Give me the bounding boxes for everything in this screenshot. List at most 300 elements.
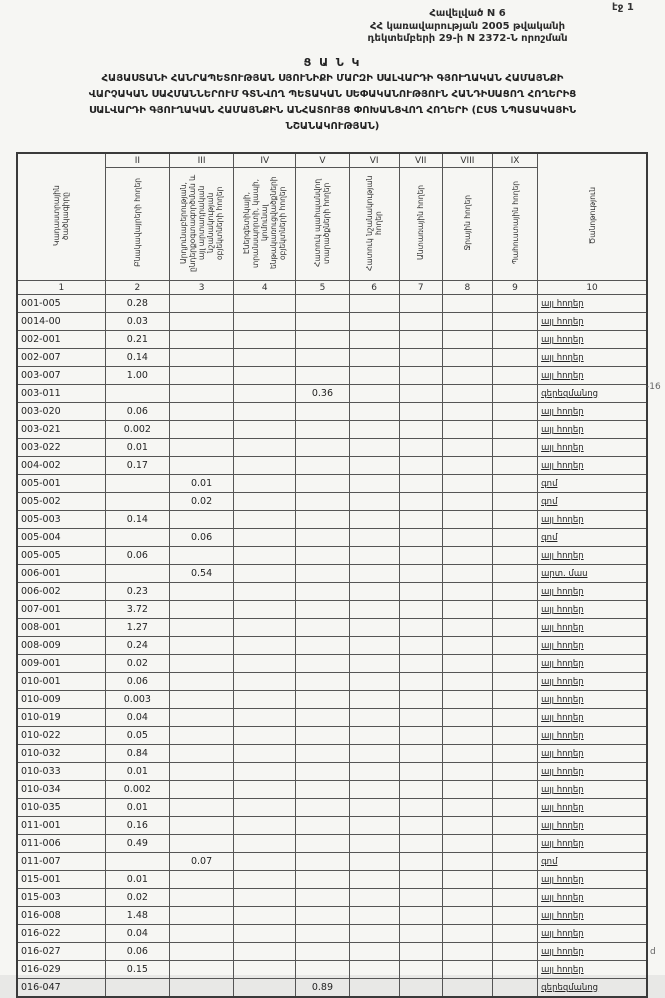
cadastral-code-cell: 001-005 xyxy=(17,295,105,313)
area-value-cell xyxy=(442,475,492,493)
note-text: այլ հողեր xyxy=(541,514,584,525)
note-text: այլ հողեր xyxy=(541,316,584,327)
area-value-cell xyxy=(492,871,537,889)
area-value-cell xyxy=(234,403,296,421)
area-value-cell xyxy=(399,511,442,529)
area-value-cell xyxy=(105,853,169,871)
cadastral-code-cell: 004-002 xyxy=(17,457,105,475)
area-value-cell xyxy=(234,529,296,547)
cadastral-code-cell: 016-029 xyxy=(17,961,105,979)
area-value-cell xyxy=(349,727,399,745)
cadastral-code-cell: 006-001 xyxy=(17,565,105,583)
area-value-cell xyxy=(492,799,537,817)
area-value-cell xyxy=(169,601,233,619)
area-value-cell xyxy=(169,421,233,439)
area-value-cell: 0.28 xyxy=(105,295,169,313)
area-value-cell xyxy=(169,313,233,331)
note-text: այլ հողեր xyxy=(541,658,584,669)
note-cell xyxy=(538,619,647,637)
area-value-cell xyxy=(169,619,233,637)
area-value-cell xyxy=(442,529,492,547)
area-value-cell xyxy=(234,619,296,637)
note-text: այլ հողեր xyxy=(541,586,584,597)
area-value-cell xyxy=(442,691,492,709)
cadastral-code-cell: 005-003 xyxy=(17,511,105,529)
note-text: այլ հողեր xyxy=(541,802,584,813)
area-value-cell xyxy=(234,781,296,799)
table-row xyxy=(17,565,647,583)
table-row xyxy=(17,385,647,403)
area-value-cell xyxy=(492,313,537,331)
header-energy-transport-lands xyxy=(234,168,296,281)
area-value-cell xyxy=(492,493,537,511)
document-title: Ց Ա Ն Կ xyxy=(303,56,362,69)
area-value-cell xyxy=(442,907,492,925)
area-value-cell xyxy=(349,601,399,619)
cadastral-code-cell: 003-021 xyxy=(17,421,105,439)
note-text: այլ հողեր xyxy=(541,622,584,633)
area-value-cell xyxy=(234,709,296,727)
area-value-cell xyxy=(169,799,233,817)
area-value-cell xyxy=(349,565,399,583)
area-value-cell xyxy=(442,421,492,439)
cadastral-code-cell: 016-027 xyxy=(17,943,105,961)
table-row xyxy=(17,511,647,529)
table-row xyxy=(17,295,647,313)
area-value-cell xyxy=(169,457,233,475)
header-label: Բնակավայրերի հողեր xyxy=(132,178,142,267)
area-value-cell xyxy=(105,493,169,511)
column-number: 4 xyxy=(234,281,296,295)
header-cadastral-code-label: Կադաստրային ծածկագիրը xyxy=(52,185,71,246)
appendix-reference-block xyxy=(340,8,595,46)
note-cell xyxy=(538,349,647,367)
table-row xyxy=(17,367,647,385)
area-value-cell xyxy=(442,853,492,871)
area-value-cell xyxy=(169,781,233,799)
area-value-cell xyxy=(442,349,492,367)
area-value-cell: 0.04 xyxy=(105,709,169,727)
area-value-cell xyxy=(442,943,492,961)
area-value-cell xyxy=(296,331,349,349)
note-text: այլ հողեր xyxy=(541,406,584,417)
area-value-cell xyxy=(349,349,399,367)
area-value-cell xyxy=(492,457,537,475)
area-value-cell: 0.89 xyxy=(296,979,349,998)
cadastral-code-cell: 010-019 xyxy=(17,709,105,727)
area-value-cell: 1.48 xyxy=(105,907,169,925)
area-value-cell xyxy=(442,295,492,313)
table-row xyxy=(17,547,647,565)
area-value-cell xyxy=(442,673,492,691)
area-value-cell xyxy=(442,385,492,403)
area-value-cell xyxy=(492,709,537,727)
area-value-cell: 0.002 xyxy=(105,781,169,799)
note-cell xyxy=(538,889,647,907)
area-value-cell xyxy=(296,403,349,421)
table-row xyxy=(17,619,647,637)
column-number: 7 xyxy=(399,281,442,295)
area-value-cell xyxy=(169,907,233,925)
area-value-cell xyxy=(442,709,492,727)
area-value-cell: 0.06 xyxy=(105,403,169,421)
area-value-cell xyxy=(399,907,442,925)
table-row xyxy=(17,583,647,601)
area-value-cell: 0.07 xyxy=(169,853,233,871)
area-value-cell xyxy=(169,367,233,385)
roman-numeral: VIII xyxy=(442,153,492,168)
area-value-cell xyxy=(169,511,233,529)
area-value-cell xyxy=(492,763,537,781)
area-value-cell xyxy=(399,367,442,385)
area-value-cell xyxy=(492,655,537,673)
note-text: գոմ xyxy=(541,478,558,489)
header-forest-lands xyxy=(399,168,442,281)
area-value-cell xyxy=(234,565,296,583)
area-value-cell xyxy=(234,583,296,601)
area-value-cell xyxy=(234,475,296,493)
area-value-cell xyxy=(234,799,296,817)
note-text: այլ հողեր xyxy=(541,460,584,471)
note-cell xyxy=(538,727,647,745)
area-value-cell xyxy=(296,349,349,367)
area-value-cell xyxy=(349,799,399,817)
table-row xyxy=(17,349,647,367)
cadastral-code-cell: 003-011 xyxy=(17,385,105,403)
area-value-cell: 0.21 xyxy=(105,331,169,349)
area-value-cell: 0.02 xyxy=(105,655,169,673)
header-label: Ջրային հողեր xyxy=(462,194,472,251)
area-value-cell xyxy=(399,331,442,349)
area-value-cell xyxy=(234,637,296,655)
area-value-cell xyxy=(169,727,233,745)
area-value-cell xyxy=(349,673,399,691)
area-value-cell xyxy=(296,565,349,583)
note-cell xyxy=(538,385,647,403)
area-value-cell xyxy=(492,979,537,998)
area-value-cell xyxy=(349,313,399,331)
area-value-cell xyxy=(492,817,537,835)
area-value-cell xyxy=(349,655,399,673)
area-value-cell xyxy=(234,673,296,691)
note-text: այլ հողեր xyxy=(541,550,584,561)
area-value-cell xyxy=(399,799,442,817)
area-value-cell xyxy=(169,385,233,403)
area-value-cell xyxy=(442,547,492,565)
note-cell xyxy=(538,673,647,691)
area-value-cell xyxy=(296,817,349,835)
cadastral-code-cell: 003-020 xyxy=(17,403,105,421)
header-cadastral-code xyxy=(17,153,105,281)
area-value-cell xyxy=(169,763,233,781)
area-value-cell xyxy=(399,583,442,601)
area-value-cell xyxy=(399,745,442,763)
cadastral-code-cell: 016-022 xyxy=(17,925,105,943)
area-value-cell: 0.49 xyxy=(105,835,169,853)
area-value-cell xyxy=(169,943,233,961)
area-value-cell xyxy=(399,421,442,439)
area-value-cell xyxy=(399,457,442,475)
area-value-cell xyxy=(169,745,233,763)
area-value-cell xyxy=(399,871,442,889)
header-industrial-lands xyxy=(169,168,233,281)
table-row xyxy=(17,439,647,457)
note-cell xyxy=(538,421,647,439)
area-value-cell xyxy=(399,781,442,799)
area-value-cell xyxy=(399,763,442,781)
area-value-cell xyxy=(296,511,349,529)
area-value-cell: 0.03 xyxy=(105,313,169,331)
area-value-cell: 0.06 xyxy=(105,943,169,961)
area-value-cell xyxy=(442,799,492,817)
area-value-cell xyxy=(399,529,442,547)
area-value-cell xyxy=(169,403,233,421)
area-value-cell xyxy=(492,835,537,853)
area-value-cell xyxy=(349,889,399,907)
cadastral-code-cell: 008-001 xyxy=(17,619,105,637)
note-text: գերեզմանոց xyxy=(541,388,599,399)
note-cell xyxy=(538,295,647,313)
area-value-cell xyxy=(169,295,233,313)
area-value-cell xyxy=(296,547,349,565)
note-text: այլ հողեր xyxy=(541,946,584,957)
area-value-cell: 0.17 xyxy=(105,457,169,475)
area-value-cell xyxy=(349,493,399,511)
area-value-cell xyxy=(296,961,349,979)
area-value-cell: 0.02 xyxy=(105,889,169,907)
appendix-line: դեկտեմբերի 29-ի N 2372-Ն որոշման xyxy=(367,33,568,44)
cadastral-code-cell: 016-047 xyxy=(17,979,105,998)
note-cell xyxy=(538,367,647,385)
area-value-cell xyxy=(349,763,399,781)
area-value-cell xyxy=(399,853,442,871)
column-number: 8 xyxy=(442,281,492,295)
document-subtitle xyxy=(10,71,655,135)
area-value-cell: 0.01 xyxy=(105,871,169,889)
note-text: արտ. մաս xyxy=(541,568,588,579)
table-row xyxy=(17,961,647,979)
area-value-cell xyxy=(442,889,492,907)
area-value-cell xyxy=(105,385,169,403)
header-label: Հատուկ պահպանվող տարածքների հողեր xyxy=(313,178,332,267)
area-value-cell xyxy=(442,655,492,673)
area-value-cell: 0.002 xyxy=(105,421,169,439)
area-value-cell xyxy=(234,601,296,619)
area-value-cell xyxy=(492,727,537,745)
note-cell xyxy=(538,547,647,565)
column-number: 6 xyxy=(349,281,399,295)
area-value-cell xyxy=(349,979,399,998)
area-value-cell xyxy=(399,925,442,943)
area-value-cell xyxy=(399,385,442,403)
roman-numeral: V xyxy=(296,153,349,168)
area-value-cell xyxy=(492,853,537,871)
table-row xyxy=(17,331,647,349)
area-value-cell xyxy=(296,925,349,943)
table-row xyxy=(17,709,647,727)
area-value-cell: 0.15 xyxy=(105,961,169,979)
appendix-line: ՀՀ կառավարության 2005 թվականի xyxy=(369,20,566,32)
note-cell xyxy=(538,817,647,835)
area-value-cell xyxy=(492,637,537,655)
note-cell xyxy=(538,583,647,601)
table-row xyxy=(17,979,647,998)
area-value-cell xyxy=(442,781,492,799)
header-water-lands xyxy=(442,168,492,281)
cadastral-code-cell: 015-001 xyxy=(17,871,105,889)
area-value-cell xyxy=(296,493,349,511)
note-cell xyxy=(538,475,647,493)
area-value-cell xyxy=(399,439,442,457)
cadastral-code-cell: 010-022 xyxy=(17,727,105,745)
area-value-cell xyxy=(399,961,442,979)
area-value-cell xyxy=(296,745,349,763)
area-value-cell xyxy=(492,547,537,565)
area-value-cell xyxy=(296,439,349,457)
area-value-cell xyxy=(296,799,349,817)
note-text: այլ հողեր xyxy=(541,748,584,759)
cadastral-code-cell: 0014-00 xyxy=(17,313,105,331)
area-value-cell xyxy=(349,691,399,709)
note-text: այլ հողեր xyxy=(541,442,584,453)
area-value-cell xyxy=(349,781,399,799)
note-cell xyxy=(538,313,647,331)
area-value-cell xyxy=(169,925,233,943)
column-number-row xyxy=(17,281,647,295)
area-value-cell xyxy=(492,439,537,457)
area-value-cell xyxy=(169,655,233,673)
area-value-cell xyxy=(399,403,442,421)
area-value-cell xyxy=(105,529,169,547)
area-value-cell xyxy=(442,403,492,421)
area-value-cell xyxy=(492,619,537,637)
area-value-cell xyxy=(349,835,399,853)
area-value-cell: 0.06 xyxy=(169,529,233,547)
column-number: 10 xyxy=(538,281,647,295)
cadastral-code-cell: 005-002 xyxy=(17,493,105,511)
cadastral-code-cell: 002-007 xyxy=(17,349,105,367)
table-row xyxy=(17,817,647,835)
area-value-cell xyxy=(492,781,537,799)
note-text: այլ հողեր xyxy=(541,604,584,615)
cadastral-code-cell: 002-001 xyxy=(17,331,105,349)
table-row xyxy=(17,691,647,709)
area-value-cell xyxy=(492,511,537,529)
note-cell xyxy=(538,961,647,979)
area-value-cell xyxy=(349,817,399,835)
column-number: 1 xyxy=(17,281,105,295)
area-value-cell xyxy=(442,871,492,889)
header-label: Պահուստային հողեր xyxy=(510,180,520,265)
area-value-cell: 0.01 xyxy=(105,799,169,817)
roman-numeral: IX xyxy=(492,153,537,168)
area-value-cell xyxy=(399,349,442,367)
area-value-cell xyxy=(492,907,537,925)
area-value-cell: 3.72 xyxy=(105,601,169,619)
area-value-cell xyxy=(399,637,442,655)
cadastral-code-cell: 010-001 xyxy=(17,673,105,691)
area-value-cell xyxy=(296,295,349,313)
area-value-cell: 1.00 xyxy=(105,367,169,385)
table-row xyxy=(17,421,647,439)
area-value-cell xyxy=(349,709,399,727)
area-value-cell: 0.01 xyxy=(105,439,169,457)
area-value-cell xyxy=(169,547,233,565)
column-number: 2 xyxy=(105,281,169,295)
note-text: այլ հողեր xyxy=(541,694,584,705)
area-value-cell xyxy=(234,817,296,835)
area-value-cell xyxy=(296,889,349,907)
area-value-cell xyxy=(234,385,296,403)
subtitle-line: ՆՇԱՆԱԿՈՒԹՅԱՆ) xyxy=(285,121,380,132)
note-text: այլ հողեր xyxy=(541,928,584,939)
header-special-purpose-lands xyxy=(349,168,399,281)
area-value-cell xyxy=(492,601,537,619)
area-value-cell xyxy=(296,457,349,475)
note-cell xyxy=(538,781,647,799)
cadastral-code-cell: 005-005 xyxy=(17,547,105,565)
area-value-cell xyxy=(296,709,349,727)
header-label: Անտառային հողեր xyxy=(416,185,426,260)
area-value-cell xyxy=(399,673,442,691)
area-value-cell xyxy=(399,979,442,998)
area-value-cell xyxy=(492,421,537,439)
area-value-cell xyxy=(442,565,492,583)
area-value-cell xyxy=(399,943,442,961)
table-row xyxy=(17,799,647,817)
cadastral-code-cell: 006-002 xyxy=(17,583,105,601)
area-value-cell xyxy=(349,943,399,961)
header-label: Էներգետիկայի, տրանսպորտի, կապի, կոմունալ ենթակառուցվածքների օբյեկտների հողեր xyxy=(242,176,288,269)
cadastral-code-cell: 003-022 xyxy=(17,439,105,457)
area-value-cell xyxy=(296,475,349,493)
table-row xyxy=(17,637,647,655)
cadastral-code-cell: 011-007 xyxy=(17,853,105,871)
area-value-cell xyxy=(234,907,296,925)
area-value-cell xyxy=(349,907,399,925)
note-cell xyxy=(538,493,647,511)
area-value-cell xyxy=(234,493,296,511)
area-value-cell xyxy=(442,727,492,745)
area-value-cell xyxy=(234,727,296,745)
area-value-cell xyxy=(296,619,349,637)
column-number: 5 xyxy=(296,281,349,295)
area-value-cell xyxy=(399,817,442,835)
note-cell xyxy=(538,565,647,583)
area-value-cell xyxy=(234,745,296,763)
table-row xyxy=(17,763,647,781)
roman-numeral: VI xyxy=(349,153,399,168)
area-value-cell xyxy=(492,295,537,313)
area-value-cell xyxy=(492,367,537,385)
area-value-cell xyxy=(349,385,399,403)
note-cell xyxy=(538,511,647,529)
note-text: այլ հողեր xyxy=(541,892,584,903)
area-value-cell xyxy=(169,691,233,709)
table-row xyxy=(17,601,647,619)
area-value-cell xyxy=(349,745,399,763)
note-text: այլ հողեր xyxy=(541,838,584,849)
area-value-cell xyxy=(492,691,537,709)
cadastral-code-cell: 008-009 xyxy=(17,637,105,655)
area-value-cell xyxy=(296,835,349,853)
table-row xyxy=(17,907,647,925)
table-row xyxy=(17,925,647,943)
area-value-cell xyxy=(399,295,442,313)
area-value-cell xyxy=(442,331,492,349)
roman-numeral: III xyxy=(169,153,233,168)
area-value-cell: 0.02 xyxy=(169,493,233,511)
